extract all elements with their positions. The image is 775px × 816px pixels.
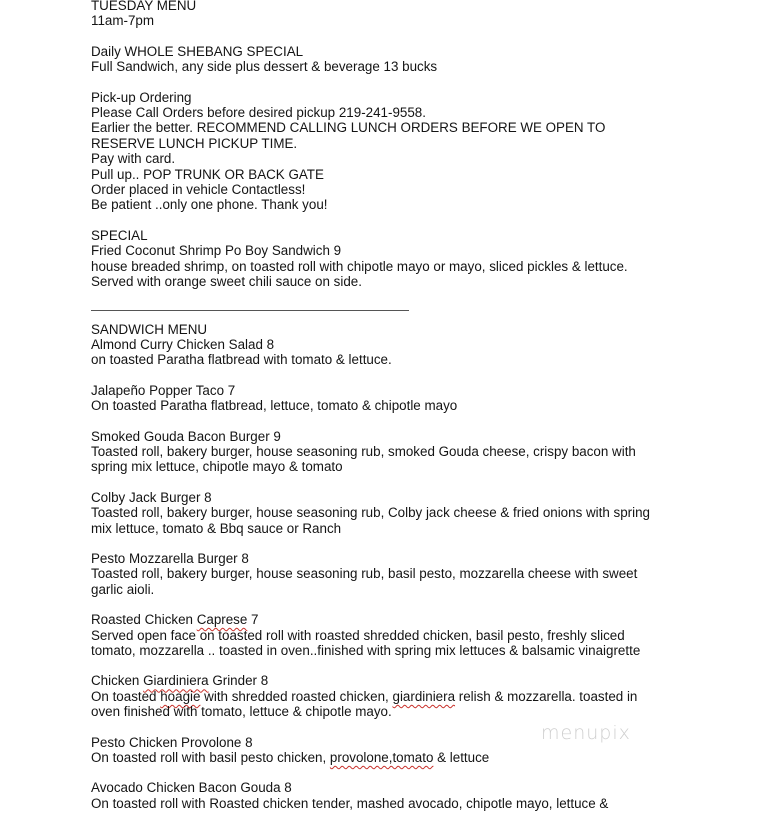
section-divider (91, 310, 409, 311)
menu-page (91, 0, 751, 811)
menu-item-name: Chicken Giardiniera Grinder 8 (91, 673, 269, 689)
pickup-line: Pay with card. (91, 151, 176, 167)
menu-item-name: Pesto Mozzarella Burger 8 (91, 550, 249, 566)
menu-item-name: Almond Curry Chicken Salad 8 (91, 336, 275, 352)
pickup-line: Please Call Orders before desired pickup 219-241-9558. (91, 105, 426, 121)
menu-item-desc: mix lettuce, tomato & Bbq sauce or Ranch (91, 520, 342, 536)
menu-item-desc: tomato, mozzarella .. toasted in oven..finished with spring mix lettuces & balsamic vinaigrette (91, 643, 641, 658)
menu-item-name: Jalapeño Popper Taco 7 (91, 382, 236, 398)
menu-item-desc: Toasted roll, bakery burger, house seasoning rub, basil pesto, mozzarella cheese with sweet (91, 566, 638, 582)
sandwich-menu-heading: SANDWICH MENU (91, 321, 208, 337)
menu-item-desc: Served open face on toasted roll with roasted shredded chicken, basil pesto, freshly sliced (91, 627, 625, 643)
special-heading: SPECIAL (91, 227, 148, 243)
menu-title: TUESDAY MENU (91, 0, 197, 13)
menu-item (91, 383, 751, 414)
menu-item-desc: On toasted roll with basil pesto chicken, provolone,tomato & lettuce (91, 750, 490, 766)
menu-item-desc: On toasted roll with Roasted chicken tender, mashed avocado, chipotle mayo, lettuce & (91, 795, 609, 811)
pickup-line: RESERVE LUNCH PICKUP TIME. (91, 135, 298, 151)
menu-item (91, 735, 751, 766)
menu-item (91, 551, 751, 597)
menu-item-desc: On toasted Paratha flatbread, lettuce, tomato & chipotle mayo (91, 398, 458, 414)
menu-item-desc: Toasted roll, bakery burger, house seasoning rub, smoked Gouda cheese, crispy bacon with (91, 443, 636, 459)
pickup-line: Be patient ..only one phone. Thank you! (91, 197, 328, 213)
menu-item-name: Roasted Chicken Caprese 7 (91, 612, 259, 628)
watermark-logo: menupix (541, 722, 631, 744)
pickup-title: Pick-up Ordering (91, 89, 192, 105)
menu-item-desc: spring mix lettuce, chipotle mayo & tomato (91, 459, 343, 475)
special-item-desc: Served with orange sweet chili sauce on side. (91, 274, 362, 290)
menu-item (91, 612, 751, 658)
menu-item (91, 490, 751, 536)
pickup-line: Pull up.. POP TRUNK OR BACK GATE (91, 166, 324, 182)
menu-item-desc: Toasted roll, bakery burger, house seasoning rub, Colby jack cheese & fried onions with spring (91, 505, 650, 521)
menu-item (91, 337, 751, 368)
menu-item-name: Colby Jack Burger 8 (91, 489, 212, 505)
menu-item (91, 429, 751, 475)
menu-item-name: Avocado Chicken Bacon Gouda 8 (91, 780, 292, 796)
menu-hours: 11am-7pm (91, 13, 155, 29)
menu-item-desc: on toasted Paratha flatbread with tomato & lettuce. (91, 352, 392, 368)
daily-special-title: Daily WHOLE SHEBANG SPECIAL (91, 43, 304, 59)
special-item-name: Fried Coconut Shrimp Po Boy Sandwich 9 (91, 243, 342, 259)
daily-special-desc: Full Sandwich, any side plus dessert & beverage 13 bucks (91, 59, 438, 75)
menu-item-name: Pesto Chicken Provolone 8 (91, 734, 253, 750)
menu-item-desc: garlic aioli. (91, 581, 155, 597)
pickup-line: Order placed in vehicle Contactless! (91, 182, 306, 198)
special-item-desc: house breaded shrimp, on toasted roll with chipotle mayo or mayo, sliced pickles & lettuce. (91, 258, 628, 274)
menu-item-desc: oven finished with tomato, lettuce & chipotle mayo. (91, 704, 392, 720)
menu-item (91, 780, 751, 811)
pickup-line: Earlier the better. RECOMMEND CALLING LUNCH ORDERS BEFORE WE OPEN TO (91, 120, 606, 136)
menu-item-name: Smoked Gouda Bacon Burger 9 (91, 428, 281, 444)
menu-item-desc: On toasted hoagie with shredded roasted chicken, giardiniera relish & mozzarella. toasted in (91, 688, 638, 704)
menu-item (91, 673, 751, 719)
